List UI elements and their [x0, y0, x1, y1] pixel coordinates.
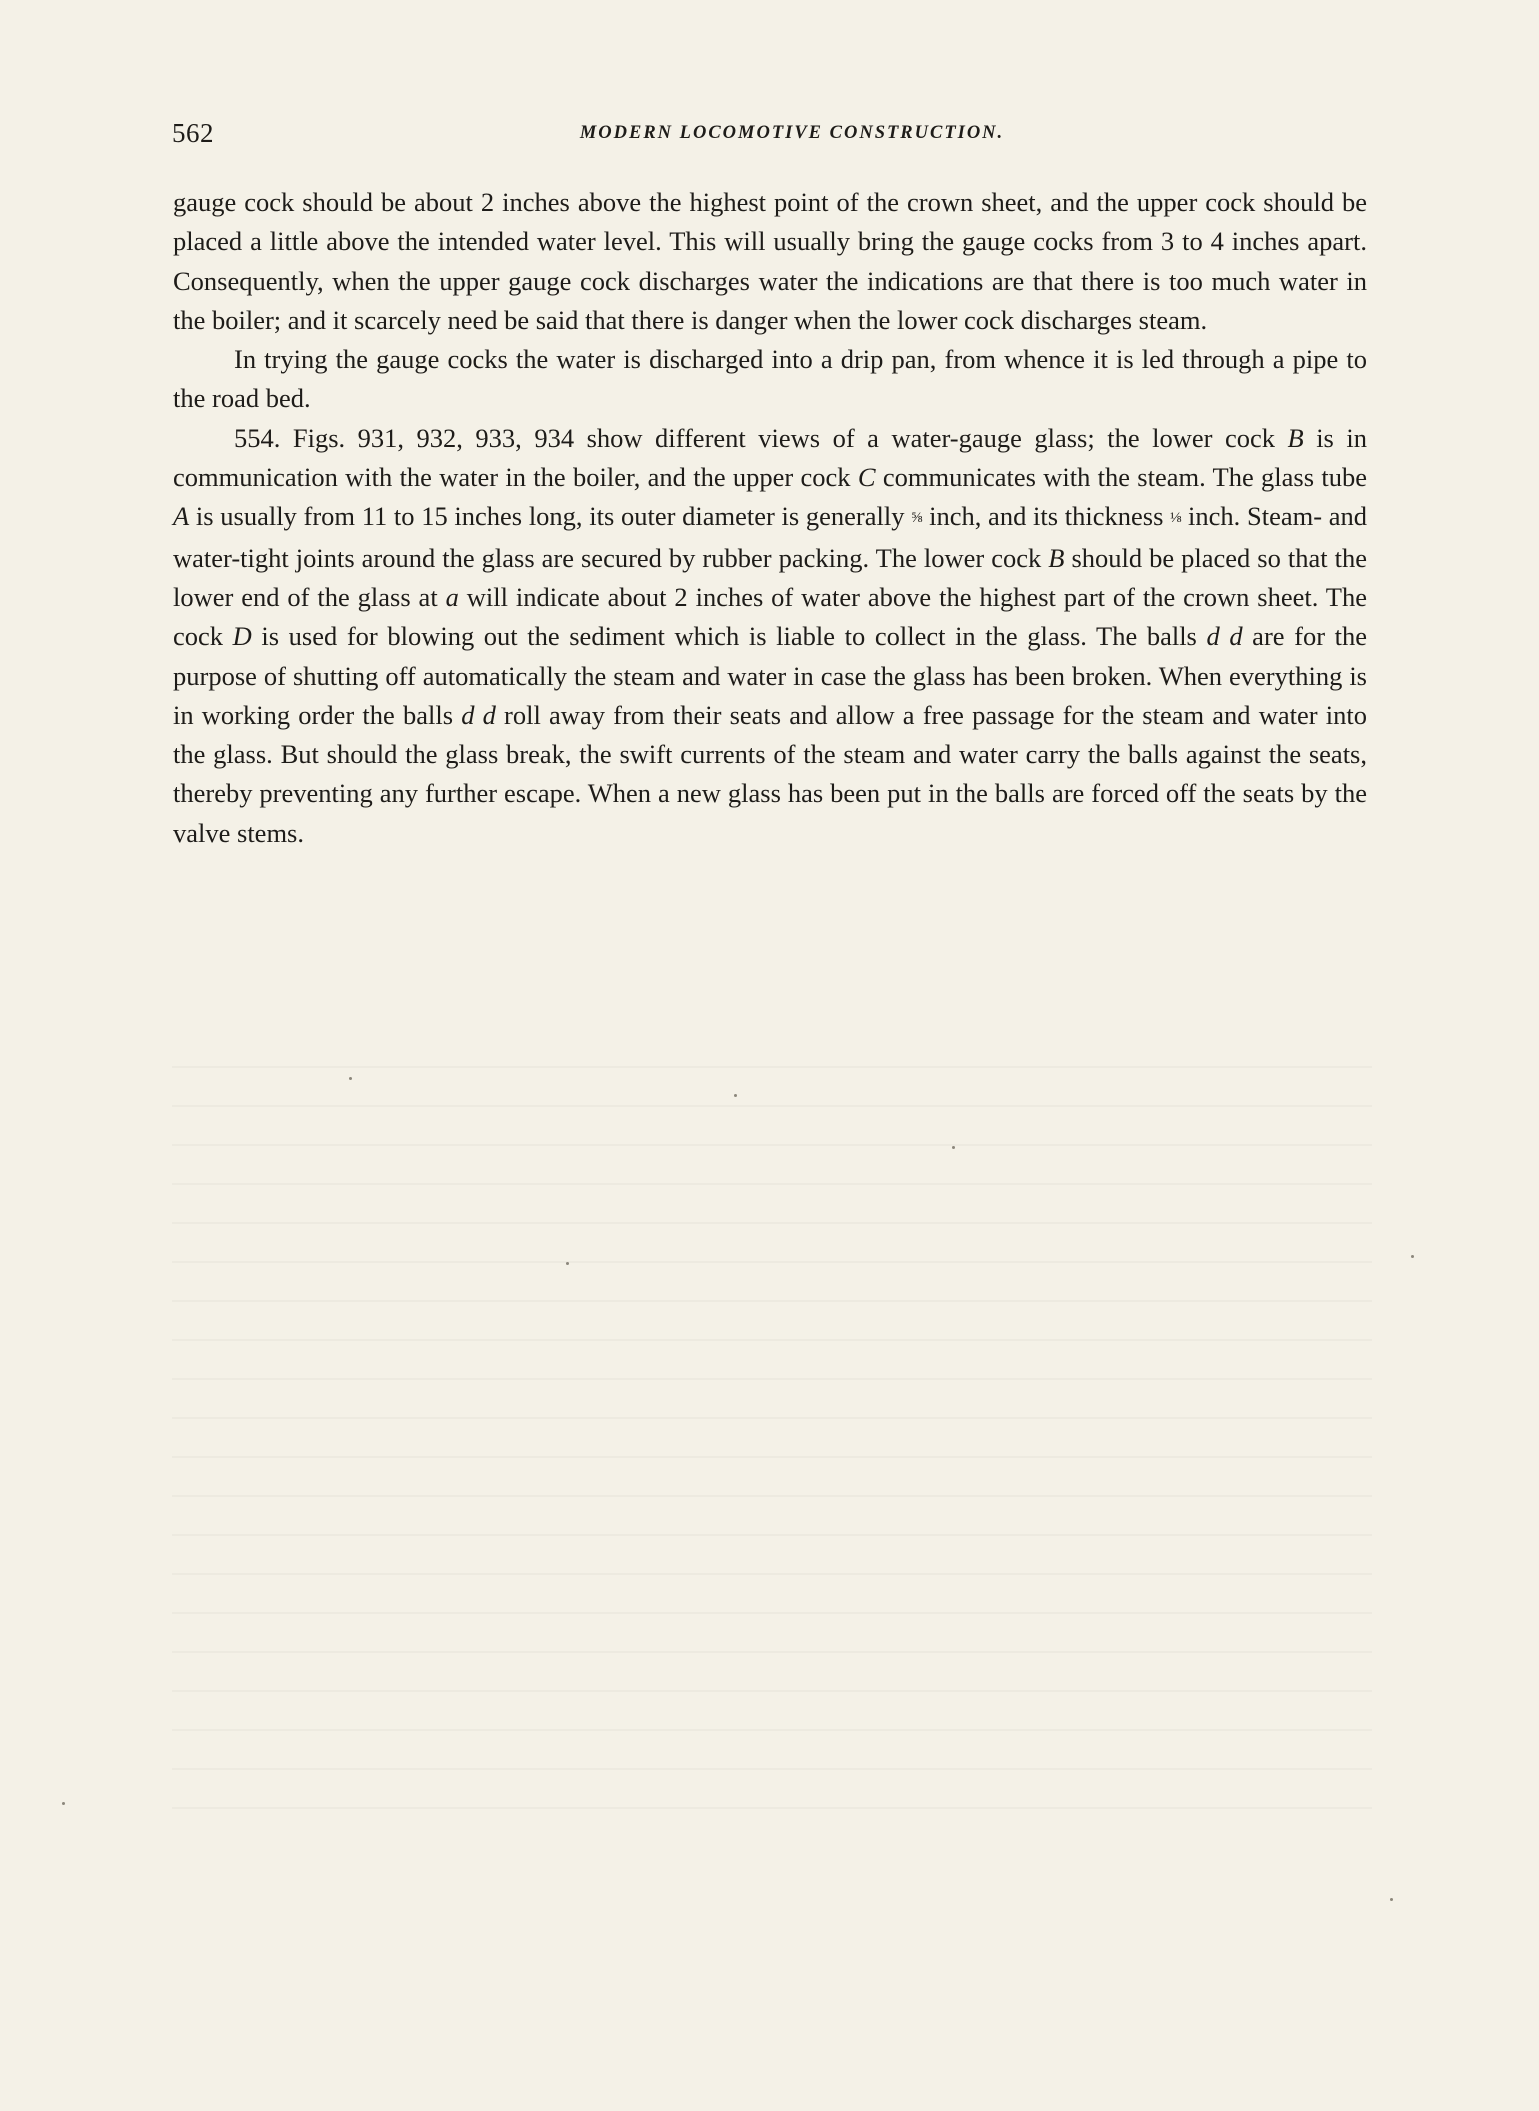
text-run: inch. Steam- and water-tight joints around the glass are secured by rubber packing. The lower cock [173, 501, 1367, 573]
italic-letter: a [445, 581, 459, 612]
text-run: will indicate about 2 inches of water above the highest part of the crown sheet. The cock [173, 581, 1367, 652]
text-run: gauge cock should be about 2 inches above the highest point of the crown sheet, and the upper cock should be placed a little above the intended water level. This will usually bring the gauge cocks from 3 to 4 inches apart. Consequently, when the upper gauge cock discharges water the indications are that there is too much water in the boiler; and it scarcely need be said that there is danger when the lower cock discharges steam. [173, 187, 1367, 335]
italic-letter: B [1287, 422, 1304, 453]
paper-speck [349, 1077, 352, 1080]
text-run: communicates with the steam. The glass tube [875, 462, 1367, 493]
running-title: MODERN LOCOMOTIVE CONSTRUCTION. [579, 123, 1005, 143]
text-run: 554. Figs. 931, 932, 933, 934 show different views of a water-gauge glass; the lower cock [234, 422, 1288, 453]
italic-letter: B [1048, 542, 1065, 573]
fraction: ⅝ [911, 510, 923, 527]
italic-letter: d d [1206, 621, 1243, 652]
italic-letter: d d [461, 699, 496, 730]
italic-letter: A [173, 501, 190, 532]
paragraph-gauge-cocks [173, 340, 1367, 419]
body-text [173, 183, 1367, 853]
paper-speck [1411, 1255, 1414, 1258]
paper-speck [952, 1146, 955, 1149]
paper-speck [62, 1802, 65, 1805]
text-run: should be placed so that the lower end of the glass at [173, 542, 1368, 612]
text-run: are for the purpose of shutting off automatically the steam and water in case the glass has been broken. When everything is in working order the balls [173, 621, 1368, 730]
text-run: In trying the gauge cocks the water is discharged into a drip pan, from whence it is led through a pipe to the road bed. [173, 344, 1367, 414]
italic-letter: C [857, 462, 876, 493]
paper-speck [1390, 1898, 1393, 1901]
text-run: is usually from 11 to 15 inches long, its outer diameter is generally [189, 501, 912, 532]
show-through-texture [172, 1040, 1372, 1840]
paper-speck [566, 1262, 569, 1265]
page-number: 562 [172, 118, 214, 148]
paragraph-continuation [173, 183, 1367, 340]
text-run: is in communication with the water in the boiler, and the upper cock [173, 422, 1367, 493]
italic-letter: D [232, 621, 252, 652]
text-run: roll away from their seats and allow a free passage for the steam and water into the glass. But should the glass break, the swift currents of the steam and water carry the balls against the seats, thereby preventing any further escape. When a new glass has been put in the balls are forced off the seats by the valve stems. [173, 699, 1367, 848]
fraction: ⅛ [1170, 510, 1182, 527]
text-run: inch, and its thickness [922, 501, 1171, 532]
paragraph-554 [173, 419, 1367, 853]
running-head [172, 118, 1368, 154]
paper-speck [734, 1094, 737, 1097]
text-run: is used for blowing out the sediment which is liable to collect in the glass. The balls [251, 621, 1207, 652]
